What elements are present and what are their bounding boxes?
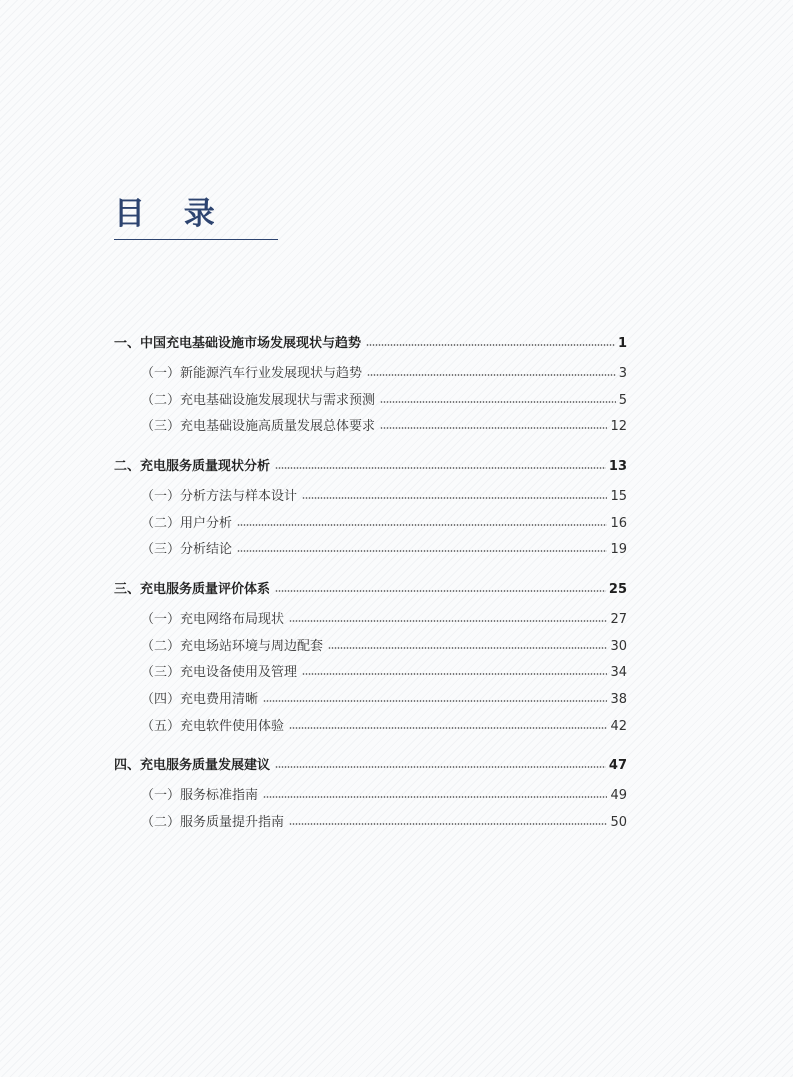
toc-page-number: 16	[610, 516, 627, 531]
dot-leader	[302, 497, 607, 499]
toc-entry-text: 三、充电服务质量评价体系	[114, 582, 271, 597]
toc-page-number: 13	[608, 459, 627, 474]
toc-item-2-3[interactable]	[141, 539, 627, 561]
toc-section-4[interactable]	[114, 755, 627, 777]
dot-leader	[289, 620, 607, 622]
toc-item-1-3[interactable]	[141, 416, 627, 438]
toc-item-3-3[interactable]	[141, 662, 627, 684]
toc-entry-text: 一、中国充电基础设施市场发展现状与趋势	[114, 336, 362, 351]
toc-item-1-1[interactable]	[141, 363, 627, 385]
dot-leader	[366, 344, 615, 346]
toc-entry-text: （二）用户分析	[141, 516, 233, 531]
toc-page-number: 25	[608, 582, 627, 597]
toc-page-number: 3	[618, 366, 627, 381]
toc-entry-text: （一）充电网络布局现状	[141, 612, 285, 627]
toc-page-number: 47	[608, 758, 627, 773]
toc-page-number: 1	[617, 336, 627, 351]
page-title: 目 录	[114, 196, 229, 232]
toc-item-4-1[interactable]	[141, 785, 627, 807]
dot-leader	[380, 401, 616, 403]
toc-section-2[interactable]	[114, 456, 627, 478]
dot-leader	[263, 796, 607, 798]
toc-entry-text: （五）充电软件使用体验	[141, 719, 285, 734]
toc-entry-text: （四）充电费用清晰	[141, 692, 259, 707]
toc-item-3-4[interactable]	[141, 689, 627, 711]
toc-item-2-1[interactable]	[141, 486, 627, 508]
dot-leader	[380, 427, 607, 429]
dot-leader	[237, 550, 607, 552]
toc-item-1-2[interactable]	[141, 390, 627, 412]
dot-leader	[263, 700, 607, 702]
toc-page-number: 15	[610, 489, 627, 504]
toc-entry-text: （三）充电设备使用及管理	[141, 665, 298, 680]
toc-page-number: 49	[610, 788, 627, 803]
dot-leader	[367, 374, 616, 376]
dot-leader	[328, 647, 607, 649]
toc-page-number: 38	[610, 692, 627, 707]
dot-leader	[275, 467, 606, 469]
dot-leader	[275, 590, 606, 592]
toc-entry-text: （三）分析结论	[141, 542, 233, 557]
toc-entry-text: （一）分析方法与样本设计	[141, 489, 298, 504]
dot-leader	[289, 823, 607, 825]
toc-entry-text: （二）充电场站环境与周边配套	[141, 639, 324, 654]
toc-entry-text: 二、充电服务质量现状分析	[114, 459, 271, 474]
toc-page-number: 12	[610, 419, 627, 434]
toc-item-2-2[interactable]	[141, 513, 627, 535]
toc-item-3-5[interactable]	[141, 716, 627, 738]
toc-entry-text: （二）充电基础设施发展现状与需求预测	[141, 393, 376, 408]
toc-section-3[interactable]	[114, 579, 627, 601]
dot-leader	[302, 673, 607, 675]
toc-item-3-2[interactable]	[141, 636, 627, 658]
toc-entry-text: （一）新能源汽车行业发展现状与趋势	[141, 366, 363, 381]
toc-page-number: 5	[618, 393, 627, 408]
toc-page-number: 27	[610, 612, 627, 627]
toc-item-3-1[interactable]	[141, 609, 627, 631]
toc-item-4-2[interactable]	[141, 812, 627, 834]
dot-leader	[289, 727, 607, 729]
toc-page-number: 50	[610, 815, 627, 830]
toc-entry-text: （二）服务质量提升指南	[141, 815, 285, 830]
toc-page-number: 34	[610, 665, 627, 680]
toc-entry-text: 四、充电服务质量发展建议	[114, 758, 271, 773]
dot-leader	[275, 766, 606, 768]
toc-entry-text: （一）服务标准指南	[141, 788, 259, 803]
toc-page-number: 42	[610, 719, 627, 734]
toc-page-number: 30	[610, 639, 627, 654]
toc-section-1[interactable]	[114, 333, 627, 355]
dot-leader	[237, 524, 607, 526]
toc-entry-text: （三）充电基础设施高质量发展总体要求	[141, 419, 376, 434]
toc-page-number: 19	[610, 542, 627, 557]
